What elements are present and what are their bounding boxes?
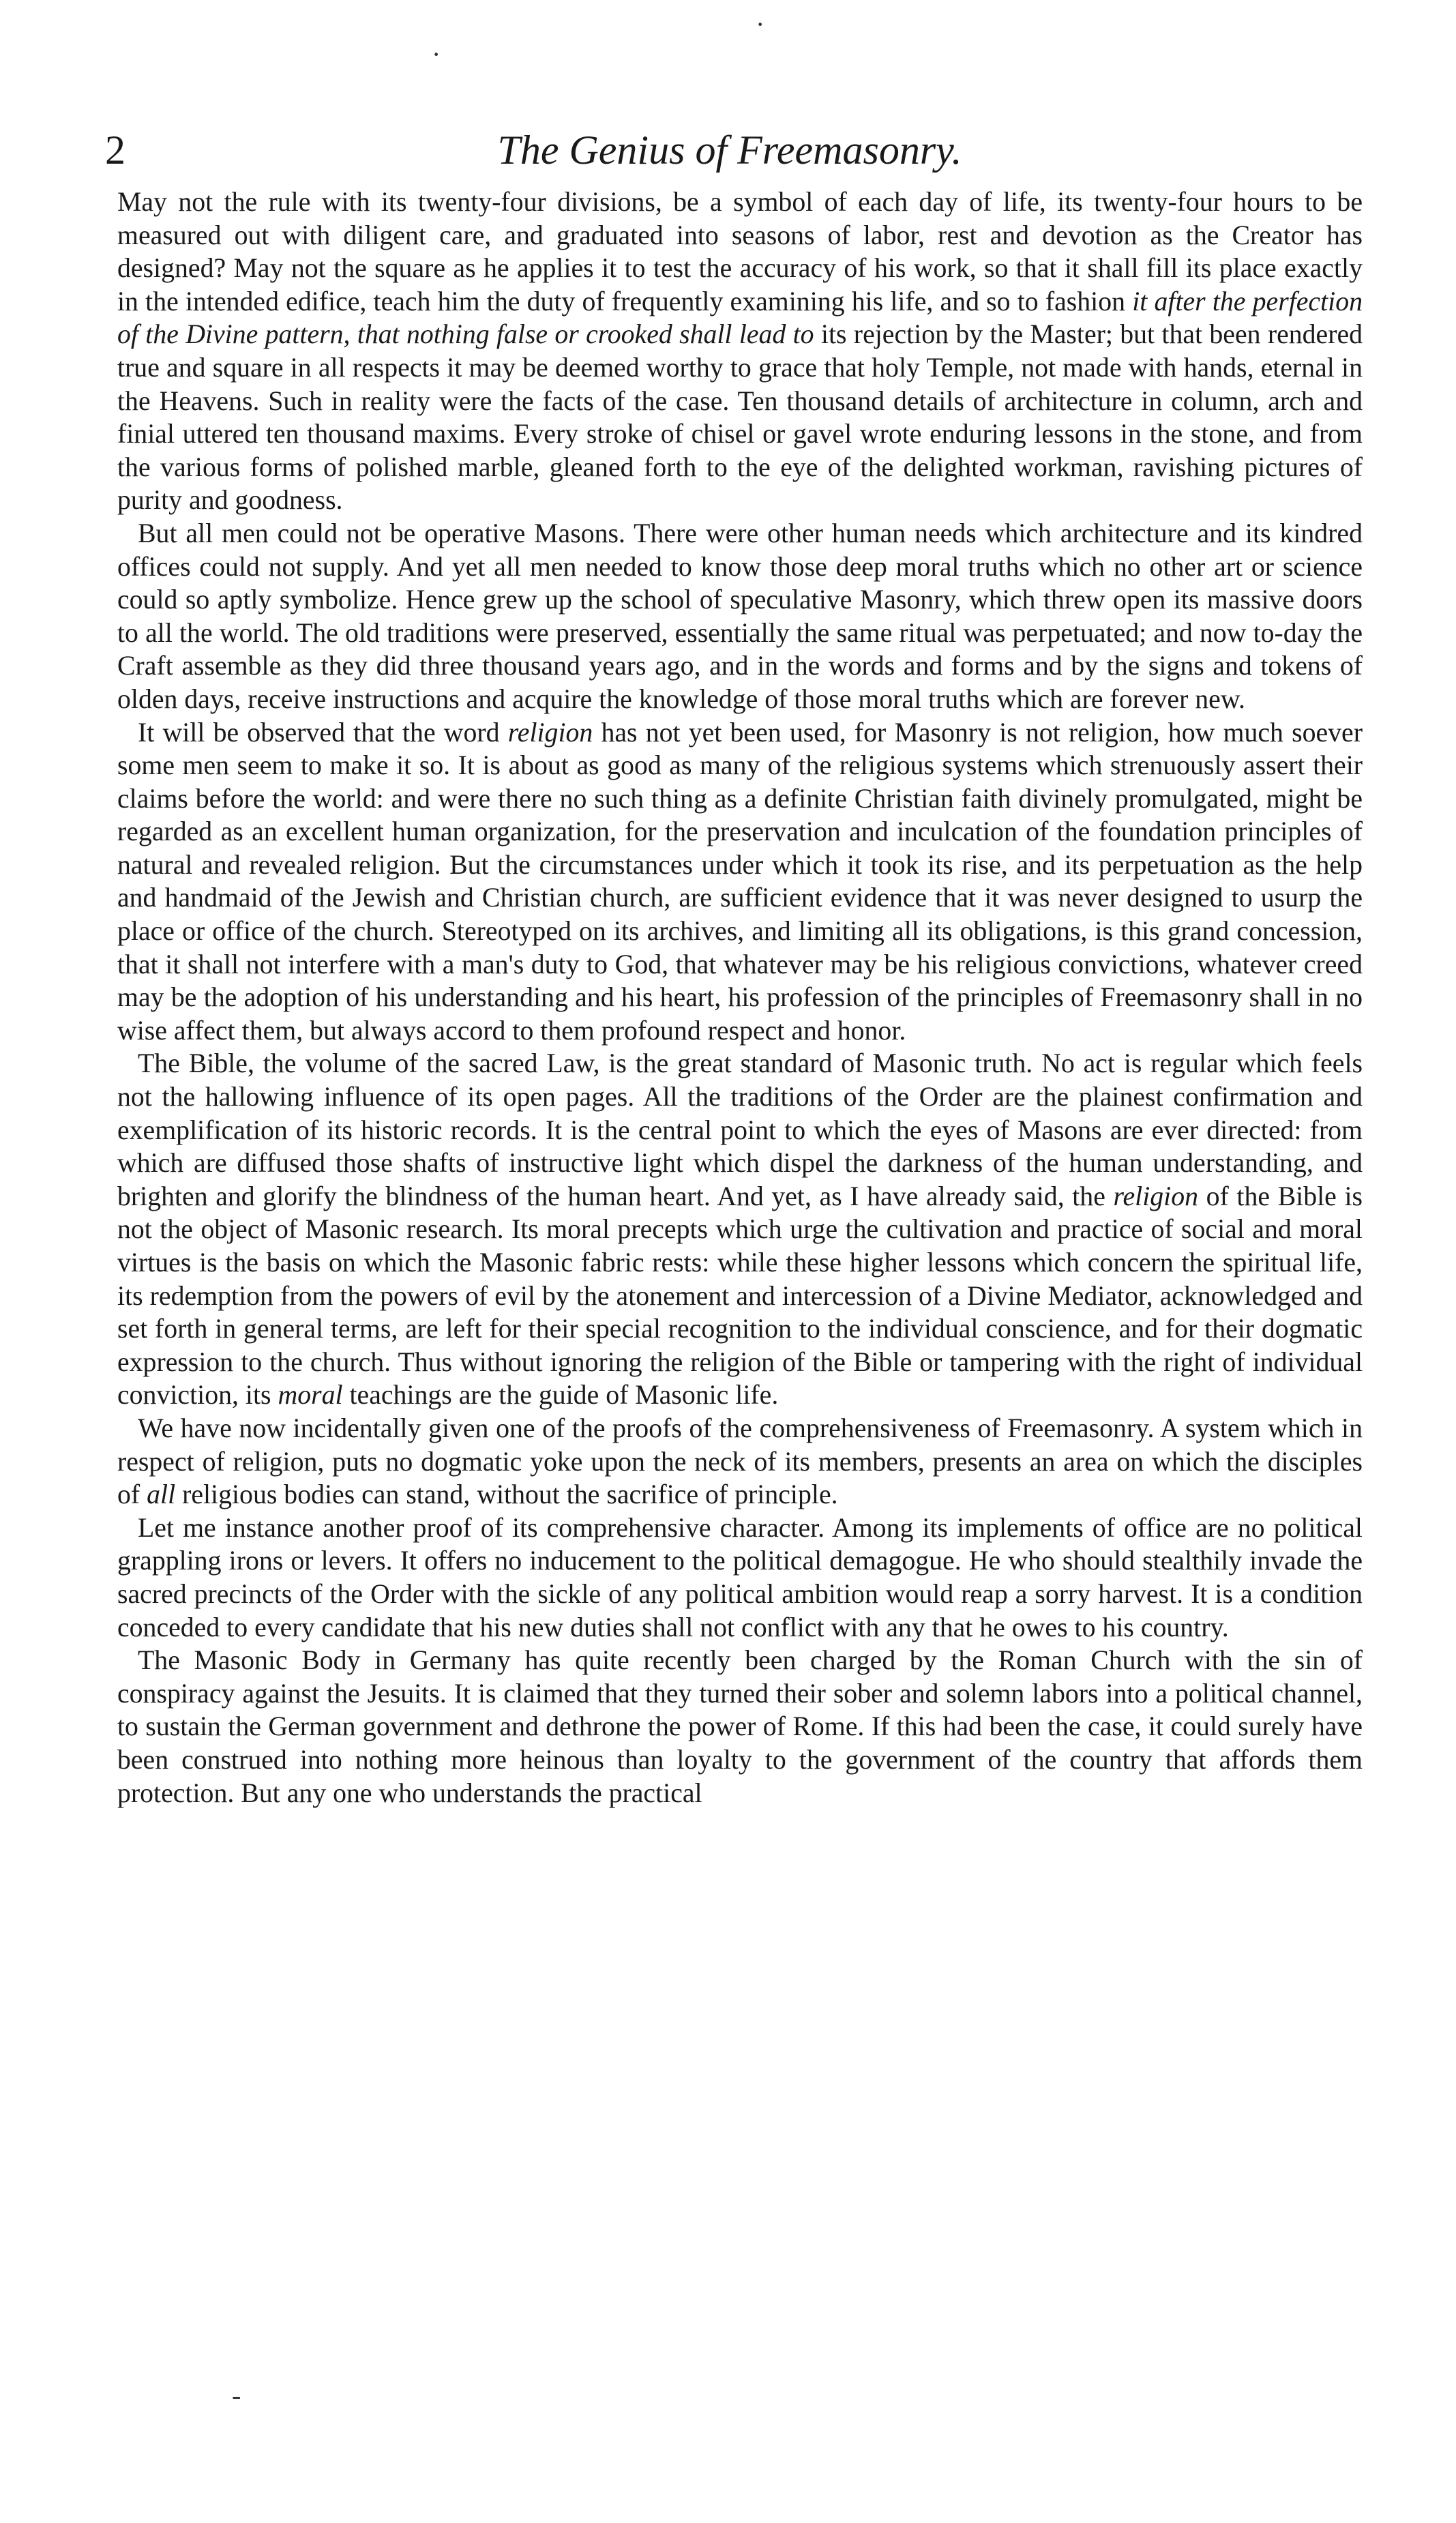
paragraph [117, 1412, 1363, 1511]
paragraph [117, 517, 1363, 716]
text-run: It will be observed that the word [138, 717, 508, 748]
text-run: We have now incidentally given one of the proofs of the comprehensiveness of Freemasonry. A system which in respect of religion, puts no dogmatic yoke upon the neck of its members, presents an area on which the disciples of [117, 1413, 1363, 1510]
text-run: The Masonic Body in Germany has quite recently been charged by the Roman Church with the sin of conspiracy against the Jesuits. It is claimed that they turned their sober and solemn labors into a political channel, to sustain the German government and dethrone the power of Rome. If this had been the case, it could surely have been construed into nothing more heinous than loyalty to the government of the country that affords them protection. But any one who understands the practical [117, 1645, 1363, 1808]
paragraph [117, 716, 1363, 1048]
stray-mark: · [756, 9, 765, 40]
stray-mark: · [432, 39, 441, 70]
italic-text: religion [1113, 1181, 1199, 1211]
paragraph [117, 1511, 1363, 1644]
text-run: teachings are the guide of Masonic life. [342, 1380, 779, 1411]
page-number: 2 [105, 128, 125, 173]
italic-text: religion [507, 717, 593, 748]
running-title: The Genius of Freemasonry. [497, 128, 962, 173]
paragraph [117, 1047, 1363, 1412]
text-run: of the Bible is not the object of Masonic research. Its moral precepts which urge the cultivation and practice of social and moral virtues is the basis on which the Masonic fabric rests: while these higher lessons which concern the spiritual life, its redemption from the powers of evil by the atonement and intercession of a Divine Mediator, acknowledged and set forth in general terms, are left for their special recognition to the individual conscience, and for their dogmatic expression to the church. Thus without ignoring the religion of the Bible or tampering with the right of individual conviction, its [117, 1181, 1363, 1411]
paragraph [117, 186, 1363, 517]
italic-text: all [147, 1479, 176, 1510]
text-run: The Bible, the volume of the sacred Law, is the great standard of Masonic truth. No act is regular which feels not the hallowing influence of its open pages. All the traditions of the Order are the plainest confirmation and exemplification of its historic records. It is the central point to which the eyes of Masons are ever directed: from which are diffused those shafts of instructive light which dispel the darkness of the human understanding, and brighten and glorify the blindness of the human heart. And yet, as I have already said, the [117, 1048, 1363, 1211]
text-run: religious bodies can stand, without the sacrifice of principle. [175, 1479, 838, 1510]
italic-text: it after the perfection of the Divine pattern, that nothing false or crooked shall lead to [117, 286, 1363, 350]
text-run: May not the rule with its twenty-four divisions, be a symbol of each day of life, its twenty-four hours to be measured out with diligent care, and graduated into seasons of labor, rest and devotion as the Creator has designed? May not the square as he applies it to test the accuracy of his work, so that it shall fill its place exactly in the intended edifice, teach him the duty of frequently examining his life, and so to fashion [117, 187, 1363, 316]
text-run: But all men could not be operative Masons. There were other human needs which architecture and its kindred offices could not supply. And yet all men needed to know those deep moral truths which no other art or science could so aptly symbolize. Hence grew up the school of speculative Masonry, which threw open its massive doors to all the world. The old traditions were preserved, essentially the same ritual was perpetuated; and now to-day the Craft assemble as they did three thousand years ago, and in the words and forms and by the signs and tokens of olden days, receive instructions and acquire the knowledge of those moral truths which are forever new. [117, 518, 1363, 714]
body-text [117, 186, 1363, 1810]
page-header [95, 119, 1364, 181]
text-run: its rejection by the Master; but that been rendered true and square in all respects it may be deemed worthy to grace that holy Temple, not made with hands, eternal in the Heavens. Such in reality were the facts of the case. Ten thousand details of architecture in column, arch and finial uttered ten thousand maxims. Every stroke of chisel or gavel wrote enduring lessons in the stone, and from the various forms of polished marble, gleaned forth to the eye of the delighted workman, ravishing pictures of purity and goodness. [117, 319, 1363, 516]
text-run: Let me instance another proof of its comprehensive character. Among its implements of office are no political grappling irons or levers. It offers no inducement to the political demagogue. He who should stealthily invade the sacred precincts of the Order with the sickle of any political ambition would reap a sorry harvest. It is a condition conceded to every candidate that his new duties shall not conflict with any that he owes to his country. [117, 1512, 1363, 1642]
text-run: has not yet been used, for Masonry is not religion, how much soever some men seem to make it so. It is about as good as many of the religious systems which strenuously assert their claims before the world: and were there no such thing as a definite Christian faith divinely promulgated, might be regarded as an excellent human organization, for the preservation and inculcation of the foundation principles of natural and revealed religion. But the circumstances under which it took its rise, and its perpetuation as the help and handmaid of the Jewish and Christian church, are sufficient evidence that it was never designed to usurp the place or office of the church. Stereotyped on its archives, and limiting all its obligations, is this grand concession, that it shall not interfere with a man's duty to God, that whatever may be his religious convictions, whatever creed may be the adoption of his understanding and his heart, his profession of the principles of Freemasonry shall in no wise affect them, but always accord to them profound respect and honor. [117, 717, 1363, 1046]
italic-text: moral [278, 1380, 343, 1411]
paragraph [117, 1644, 1363, 1810]
stray-mark: - [232, 2380, 241, 2410]
